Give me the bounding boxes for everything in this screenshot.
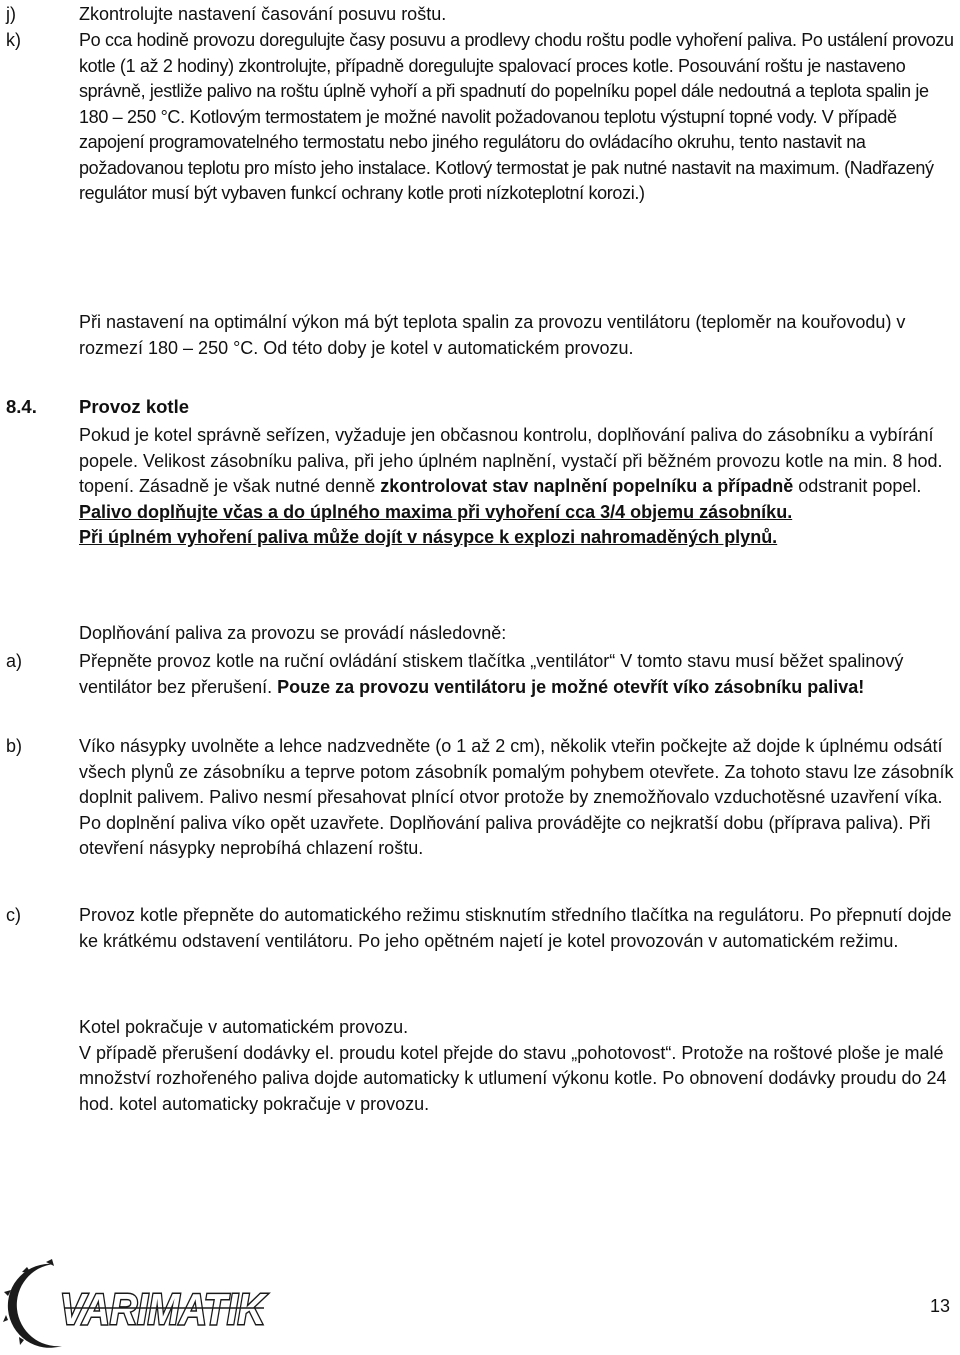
section-paragraph-1-bold: zkontrolovat stav naplnění popelníku a případně	[380, 476, 794, 496]
varimatik-logo-graphic	[2, 1258, 272, 1350]
step-text-a	[79, 649, 957, 700]
step-a-paragraph	[79, 649, 957, 700]
item-j-paragraph: Zkontrolujte nastavení časování posuvu roštu.	[79, 4, 447, 24]
step-label-b: b)	[6, 736, 23, 756]
section-paragraph-1	[79, 423, 957, 500]
step-label-a: a)	[6, 651, 23, 671]
item-label-j: j)	[6, 4, 16, 24]
section-intro-block	[79, 423, 957, 551]
section-number: 8.4.	[6, 396, 37, 417]
section-title: Provoz kotle	[79, 396, 189, 417]
page-number: 13	[929, 1296, 950, 1316]
item-label-k: k)	[6, 30, 21, 50]
item-k-paragraph-1: Po cca hodině provozu doregulujte časy posuvu a prodlevy chodu roštu podle vyhoření paliva. Po ustálení provozu kotle (1 až 2 hodiny) zkontrolujte, případně doregulujte spalovací proces kotle. Posouvání roštu je nastaveno správně, jestliže palivo na roštu úplně vyhoří a při spadnutí do popelníku popel dále nedoutná a teplota spalin je 180 – 250 °C. Kotlovým termostatem je možné navolit požadovanou teplotu výstupní topné vody. V případě zapojení programovatelného termostatu nebo jiného regulátoru do ovládacího okruhu, tento nastavit na požadovanou teplotu pro místo jeho instalace. Kotlový termostat je pak nutné nastavit na maximum. (Nadřazený regulátor musí být vybaven funkcí ochrany kotle proti nízkoteplotní korozi.)	[79, 30, 954, 203]
step-text-b	[79, 734, 957, 862]
step-a-text: Přepněte provoz kotle na ruční ovládání stiskem tlačítka „ventilátor“ V tomto stavu musí běžet spalinový ventilátor bez přerušení.	[79, 651, 904, 697]
logo-wordmark: VARIMATIK	[60, 1285, 268, 1334]
step-label-c: c)	[6, 905, 21, 925]
step-text-c	[79, 903, 957, 954]
closing-paragraph-2: V případě přerušení dodávky el. proudu kotel přejde do stavu „pohotovost“. Protože na roštové ploše je malé množství rozhořeného paliva dojde automaticky k utlumení výkonu kotle. Po obnovení dodávky proudu do 24 hod. kotel automaticky pokračuje v provozu.	[79, 1042, 947, 1114]
step-a-bold: Pouze za provozu ventilátoru je možné otevřít víko zásobníku paliva!	[277, 676, 865, 697]
refill-intro: Doplňování paliva za provozu se provádí následovně:	[79, 623, 507, 643]
step-b-paragraph: Víko násypky uvolněte a lehce nadzvedněte (o 1 až 2 cm), několik vteřin počkejte až dojde k úplnému odsátí všech plynů ze zásobníku a teprve potom zásobník pomalým pohybem otevřete. Za tohoto stavu lze zásobník doplnit palivem. Palivo nesmí přesahovat plnící otvor protože by znemožňovalo vzduchotěsné uzavření víka. Po doplnění paliva víko opět uzavřete. Doplňování paliva provádějte co nejkratší dobu (příprava paliva). Při otevření násypky neprobíhá chlazení roštu.	[79, 736, 954, 858]
warning-line-2: Při úplném vyhoření paliva může dojít v násypce k explozi nahromaděných plynů.	[79, 527, 778, 547]
warning-line-1: Palivo doplňujte včas a do úplného maxima při vyhoření cca 3/4 objemu zásobníku.	[79, 501, 793, 522]
refill-intro-block	[79, 621, 957, 647]
varimatik-logo	[2, 1258, 272, 1350]
step-c-paragraph: Provoz kotle přepněte do automatického režimu stisknutím středního tlačítka na regulátoru. Po přepnutí dojde ke krátkému odstavení ventilátoru. Po jeho opětném najetí je kotel provozován v automatickém režimu.	[79, 905, 952, 951]
section-paragraph-1-end: odstranit popel.	[793, 476, 922, 496]
item-text-k	[79, 28, 957, 207]
item-text-j	[79, 2, 957, 28]
section-paragraph-1-text: Pokud je kotel správně seřízen, vyžaduje jen občasnou kontrolu, doplňování paliva do zásobníku a vybírání popele. Velikost zásobníku paliva, při jeho úplném naplnění, vystačí při běžném provozu kotle na min. 8 hod. topení. Zásadně je však nutné denně	[79, 425, 943, 496]
closing-block	[79, 1015, 957, 1117]
item-k-paragraph-2: Při nastavení na optimální výkon má být teplota spalin za provozu ventilátoru (teploměr na kouřovodu) v rozmezí 180 – 250 °C. Od této doby je kotel v automatickém provozu.	[79, 312, 906, 358]
item-k-block-2	[79, 310, 957, 361]
closing-line-1: Kotel pokračuje v automatickém provozu.	[79, 1017, 409, 1037]
